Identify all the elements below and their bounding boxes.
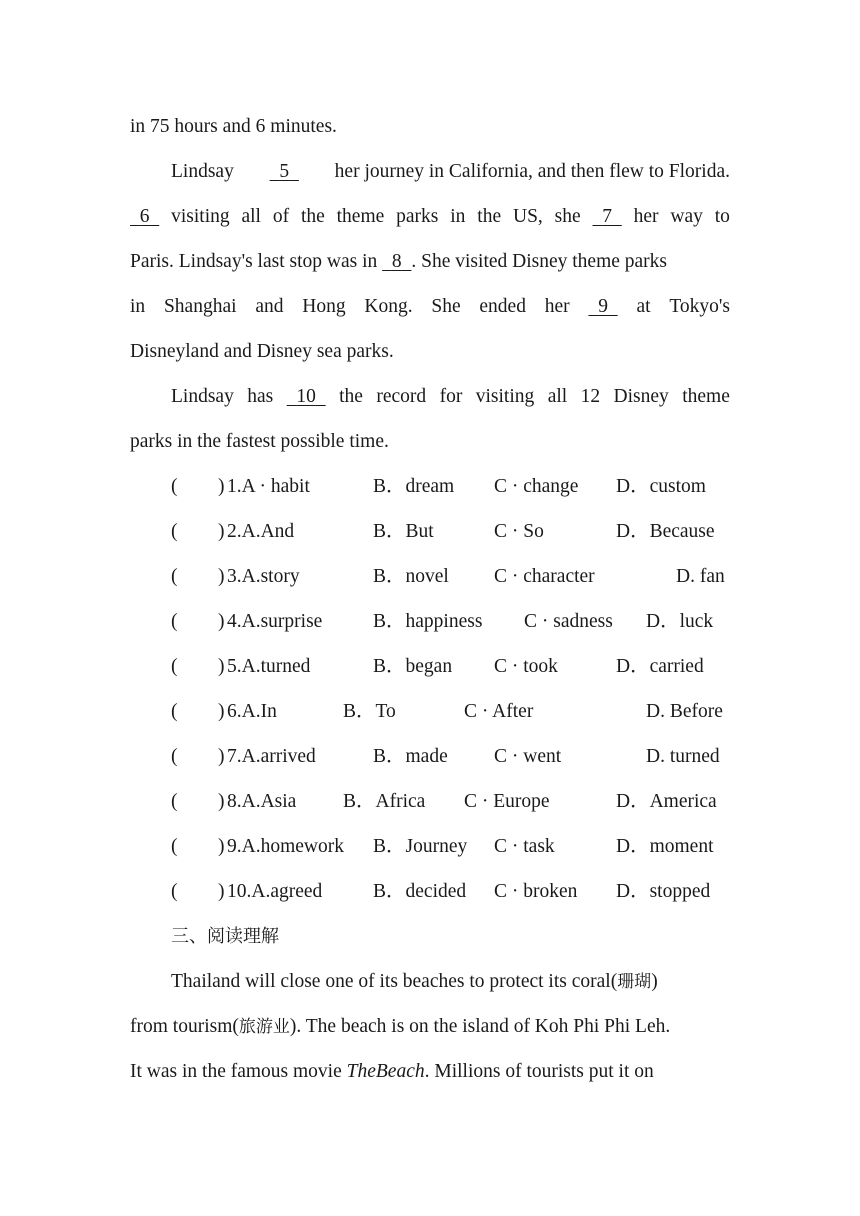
option-c[interactable]: C · task: [494, 836, 555, 857]
option-c[interactable]: C · change: [494, 476, 579, 497]
option-a[interactable]: 10.A.agreed: [227, 881, 323, 902]
option-a[interactable]: 4.A.surprise: [227, 611, 323, 632]
answer-slot[interactable]: ): [218, 836, 225, 857]
option-a[interactable]: 7.A.arrived: [227, 746, 316, 767]
option-d[interactable]: D. fan: [676, 566, 725, 587]
passage-line: Lindsay has 10 the record for visiting all 12 Disney theme: [171, 382, 730, 412]
answer-slot[interactable]: ): [218, 521, 225, 542]
passage-line: from tourism(旅游业). The beach is on the island of Koh Phi Phi Leh.: [130, 1016, 671, 1037]
option-d[interactable]: D．America: [616, 791, 717, 812]
answer-slot[interactable]: ): [218, 746, 225, 767]
option-c[interactable]: C · sadness: [524, 611, 613, 632]
blank-6[interactable]: 6: [139, 206, 150, 227]
answer-slot[interactable]: ): [218, 611, 225, 632]
passage-line: Thailand will close one of its beaches to protect its coral(珊瑚): [171, 971, 658, 992]
question-row: ( ) 2.A.And B．But C · So D．Because: [171, 517, 741, 547]
option-a[interactable]: 2.A.And: [227, 521, 295, 542]
passage-line: It was in the famous movie TheBeach. Millions of tourists put it on: [130, 1061, 654, 1082]
answer-slot[interactable]: ): [218, 881, 225, 902]
option-c[interactable]: C · After: [464, 701, 534, 722]
option-b[interactable]: B．made: [373, 746, 448, 767]
blank-10[interactable]: 10: [296, 386, 316, 407]
passage-line: parks in the fastest possible time.: [130, 431, 389, 452]
blank-9[interactable]: 9: [598, 296, 608, 317]
option-b[interactable]: B．To: [343, 701, 396, 722]
answer-slot[interactable]: ): [218, 701, 225, 722]
option-a[interactable]: 5.A.turned: [227, 656, 311, 677]
answer-slot[interactable]: ): [218, 791, 225, 812]
option-d[interactable]: D．custom: [616, 476, 706, 497]
option-b[interactable]: B．But: [373, 521, 434, 542]
passage-line: 6 visiting all of the theme parks in the US, she 7 her way to: [130, 202, 730, 232]
question-row: ( ) 10.A.agreed B．decided C · broken D．stopped: [171, 877, 741, 907]
option-b[interactable]: B．novel: [373, 566, 449, 587]
option-d[interactable]: D．Because: [616, 521, 715, 542]
option-d[interactable]: D．luck: [646, 611, 714, 632]
question-row: ( ) 5.A.turned B．began C · took D．carried: [171, 652, 741, 682]
option-c[interactable]: C · character: [494, 566, 595, 587]
option-a[interactable]: 3.A.story: [227, 566, 300, 587]
blank-5[interactable]: 5: [279, 161, 290, 182]
blank-7[interactable]: 7: [602, 206, 613, 227]
option-c[interactable]: C · went: [494, 746, 562, 767]
option-b[interactable]: B．dream: [373, 476, 455, 497]
option-a[interactable]: 1.A · habit: [227, 476, 310, 497]
option-d[interactable]: D. turned: [646, 746, 720, 767]
option-a[interactable]: 6.A.In: [227, 701, 277, 722]
option-b[interactable]: B．Journey: [373, 836, 468, 857]
passage-line: Disneyland and Disney sea parks.: [130, 341, 394, 362]
passage-line: in Shanghai and Hong Kong. She ended her 9 at Tokyo's: [130, 292, 730, 322]
option-d[interactable]: D. Before: [646, 701, 723, 722]
option-a[interactable]: 8.A.Asia: [227, 791, 297, 812]
question-row: ( ) 8.A.Asia B．Africa C · Europe D．America: [171, 787, 741, 817]
answer-slot[interactable]: ): [218, 476, 225, 497]
option-a[interactable]: 9.A.homework: [227, 836, 344, 857]
option-c[interactable]: C · Europe: [464, 791, 550, 812]
option-d[interactable]: D．moment: [616, 836, 714, 857]
option-b[interactable]: B．began: [373, 656, 453, 677]
passage-line: in 75 hours and 6 minutes.: [130, 116, 337, 137]
blank-8[interactable]: 8: [391, 251, 402, 272]
option-c[interactable]: C · So: [494, 521, 544, 542]
question-row: ( ) 9.A.homework B．Journey C · task D．moment: [171, 832, 741, 862]
option-c[interactable]: C · took: [494, 656, 558, 677]
answer-slot[interactable]: ): [218, 656, 225, 677]
question-row: ( ) 4.A.surprise B．happiness C · sadness D．luck: [171, 607, 741, 637]
question-row: ( ) 3.A.story B．novel C · character D. fan: [171, 562, 741, 592]
option-d[interactable]: D．carried: [616, 656, 704, 677]
option-c[interactable]: C · broken: [494, 881, 578, 902]
section-heading: 三、阅读理解: [171, 926, 279, 947]
question-row: ( ) 7.A.arrived B．made C · went D. turned: [171, 742, 741, 772]
option-b[interactable]: B．decided: [373, 881, 467, 902]
passage-line: Paris. Lindsay's last stop was in 8 . She visited Disney theme parks: [130, 247, 730, 277]
passage-line: Lindsay 5 her journey in California, and then flew to Florida.: [171, 157, 730, 187]
question-row: ( ) 1.A · habit B．dream C · change D．custom: [171, 472, 741, 502]
option-d[interactable]: D．stopped: [616, 881, 711, 902]
question-row: ( ) 6.A.In B．To C · After D. Before: [171, 697, 741, 727]
option-b[interactable]: B．Africa: [343, 791, 426, 812]
movie-title: TheBeach: [346, 1061, 425, 1082]
answer-slot[interactable]: ): [218, 566, 225, 587]
option-b[interactable]: B．happiness: [373, 611, 483, 632]
